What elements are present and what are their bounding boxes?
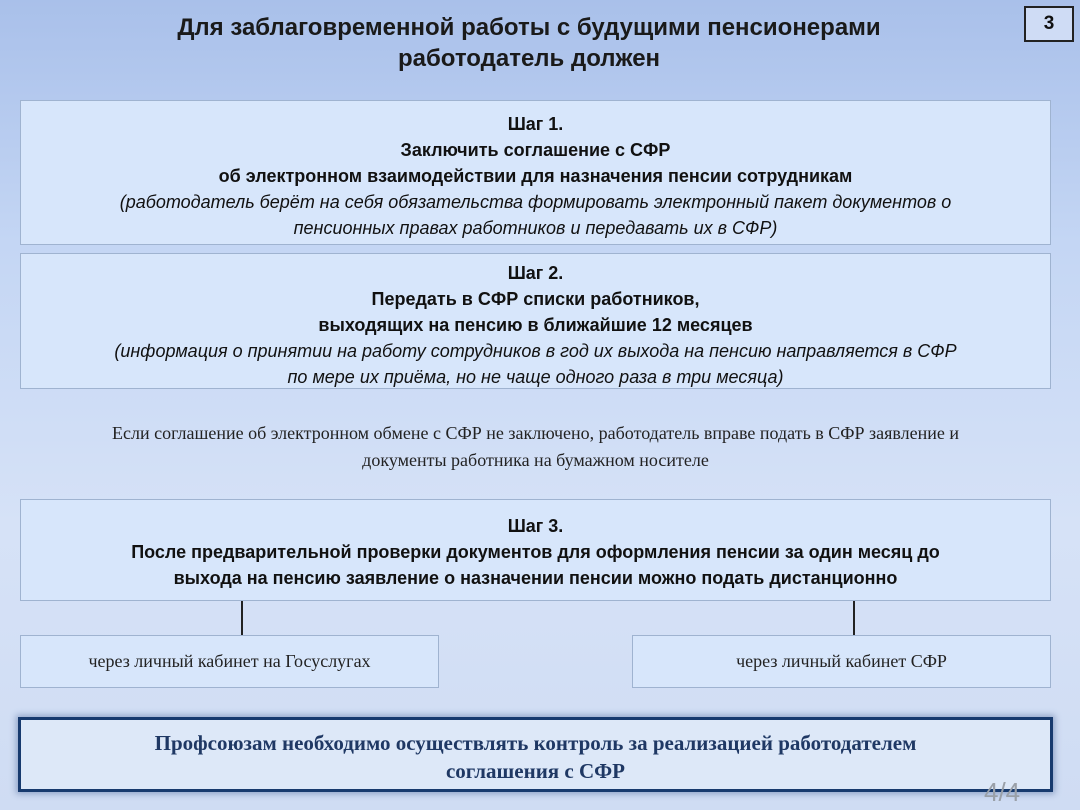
step-2-line-1: Передать в СФР списки работников, — [371, 289, 700, 309]
slide-number-badge: 3 — [1024, 6, 1074, 42]
step-3-heading: Шаг 3. — [507, 516, 564, 536]
union-control-callout — [18, 717, 1053, 792]
step-3-box — [20, 499, 1051, 601]
page-counter: 4/4 — [984, 777, 1021, 807]
paper-note-line-2: документы работника на бумажном носителе — [362, 450, 709, 470]
connector-line-right — [853, 601, 855, 635]
paper-submission-note — [20, 420, 1051, 474]
sfr-cabinet-option: через личный кабинет СФР — [632, 635, 1051, 688]
connector-line-left — [241, 601, 243, 635]
slide-title — [100, 12, 958, 74]
step-1-note-1: (работодатель берёт на себя обязательства формировать электронный пакет документов о — [119, 192, 952, 212]
step-1-line-2: об электронном взаимодействии для назначения пенсии сотрудникам — [218, 166, 853, 186]
step-1-heading: Шаг 1. — [507, 114, 564, 134]
slide-title-line-1: Для заблаговременной работы с будущими пенсионерами — [177, 14, 881, 41]
step-2-note-1: (информация о принятии на работу сотрудников в год их выхода на пенсию направляется в СФР — [114, 341, 957, 361]
step-2-note-2: по мере их приёма, но не чаще одного раза в три месяца) — [287, 367, 784, 387]
slide-title-line-2: работодатель должен — [397, 45, 661, 72]
step-1-note-2: пенсионных правах работников и передавать их в СФР) — [293, 218, 778, 238]
step-2-box — [20, 253, 1051, 389]
step-1-box — [20, 100, 1051, 245]
step-2-line-2: выходящих на пенсию в ближайшие 12 месяцев — [318, 315, 753, 335]
step-2-heading: Шаг 2. — [507, 263, 564, 283]
paper-note-line-1: Если соглашение об электронном обмене с СФР не заключено, работодатель вправе подать в СФР заявление и — [111, 423, 960, 443]
step-3-line-2: выхода на пенсию заявление о назначении пенсии можно подать дистанционно — [173, 568, 898, 588]
step-3-line-1: После предварительной проверки документов для оформления пенсии за один месяц до — [131, 542, 940, 562]
union-control-line-1: Профсоюзам необходимо осуществлять контроль за реализацией работодателем — [154, 731, 917, 755]
union-control-line-2: соглашения с СФР — [445, 759, 626, 783]
gosuslugi-cabinet-option: через личный кабинет на Госуслугах — [20, 635, 439, 688]
step-1-line-1: Заключить соглашение с СФР — [400, 140, 671, 160]
